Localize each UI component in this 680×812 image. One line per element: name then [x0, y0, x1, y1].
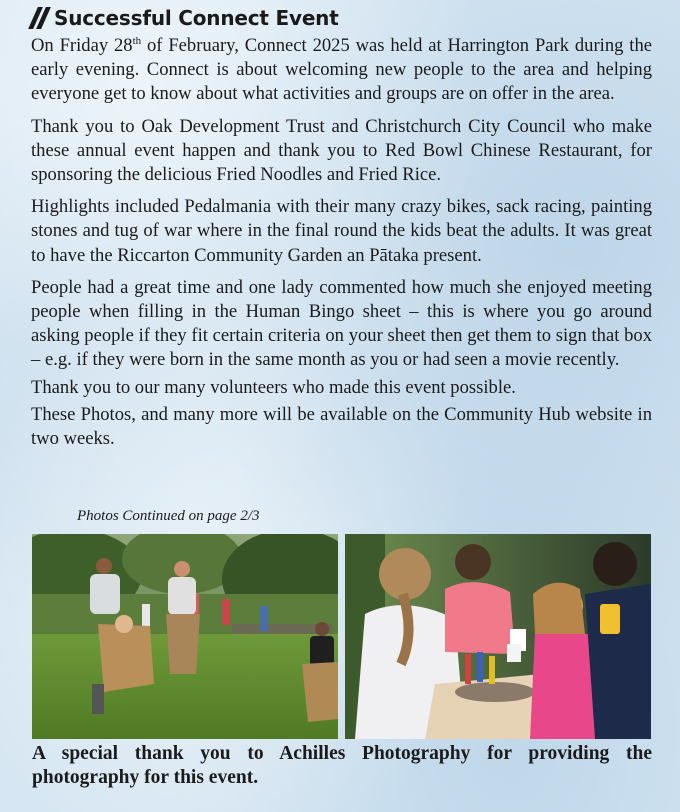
photos-caption: Photos Continued on page 2/3 — [77, 508, 260, 524]
paragraph-photos-availability: These Photos, and many more will be available on the Community Hub website in two weeks. — [31, 403, 652, 450]
paragraph-human-bingo: People had a great time and one lady commented how much she enjoyed meeting people when filling in the Human Bingo sheet – this is where you go around asking people if they fit certain criteria on your sheet then get them to sign that box – e.g. if they were born in the same month as you or had seen a movie recently. — [31, 276, 652, 371]
article-body — [31, 34, 652, 459]
article-heading — [33, 4, 339, 32]
paragraph-sponsors: Thank you to Oak Development Trust and Christchurch City Council who make these annual event happen and thank you to Red Bowl Chinese Restaurant, for sponsoring the delicious Fried Noodles and Fried Rice. — [31, 115, 652, 186]
paragraph-highlights: Highlights included Pedalmania with their many crazy bikes, sack racing, painting stones and tug of war where in the final round the kids beat the adults. It was great to have the Riccarton Community Garden an Pātaka present. — [31, 196, 652, 266]
article-title: Successful Connect Event — [54, 6, 339, 30]
sack-race-photo — [32, 534, 338, 739]
double-slash-icon — [33, 7, 46, 29]
stone-painting-photo — [345, 534, 651, 739]
paragraph-event-intro: On Friday 28th of February, Connect 2025 was held at Harrington Park during the early evening. Connect is about welcoming new people to the area and helping everyone get to know about what activities and groups are on offer in the area. — [31, 34, 652, 105]
photography-credit: A special thank you to Achilles Photography for providing the photography for this event. — [32, 743, 652, 788]
paragraph-volunteers: Thank you to our many volunteers who made this event possible. — [31, 376, 516, 398]
